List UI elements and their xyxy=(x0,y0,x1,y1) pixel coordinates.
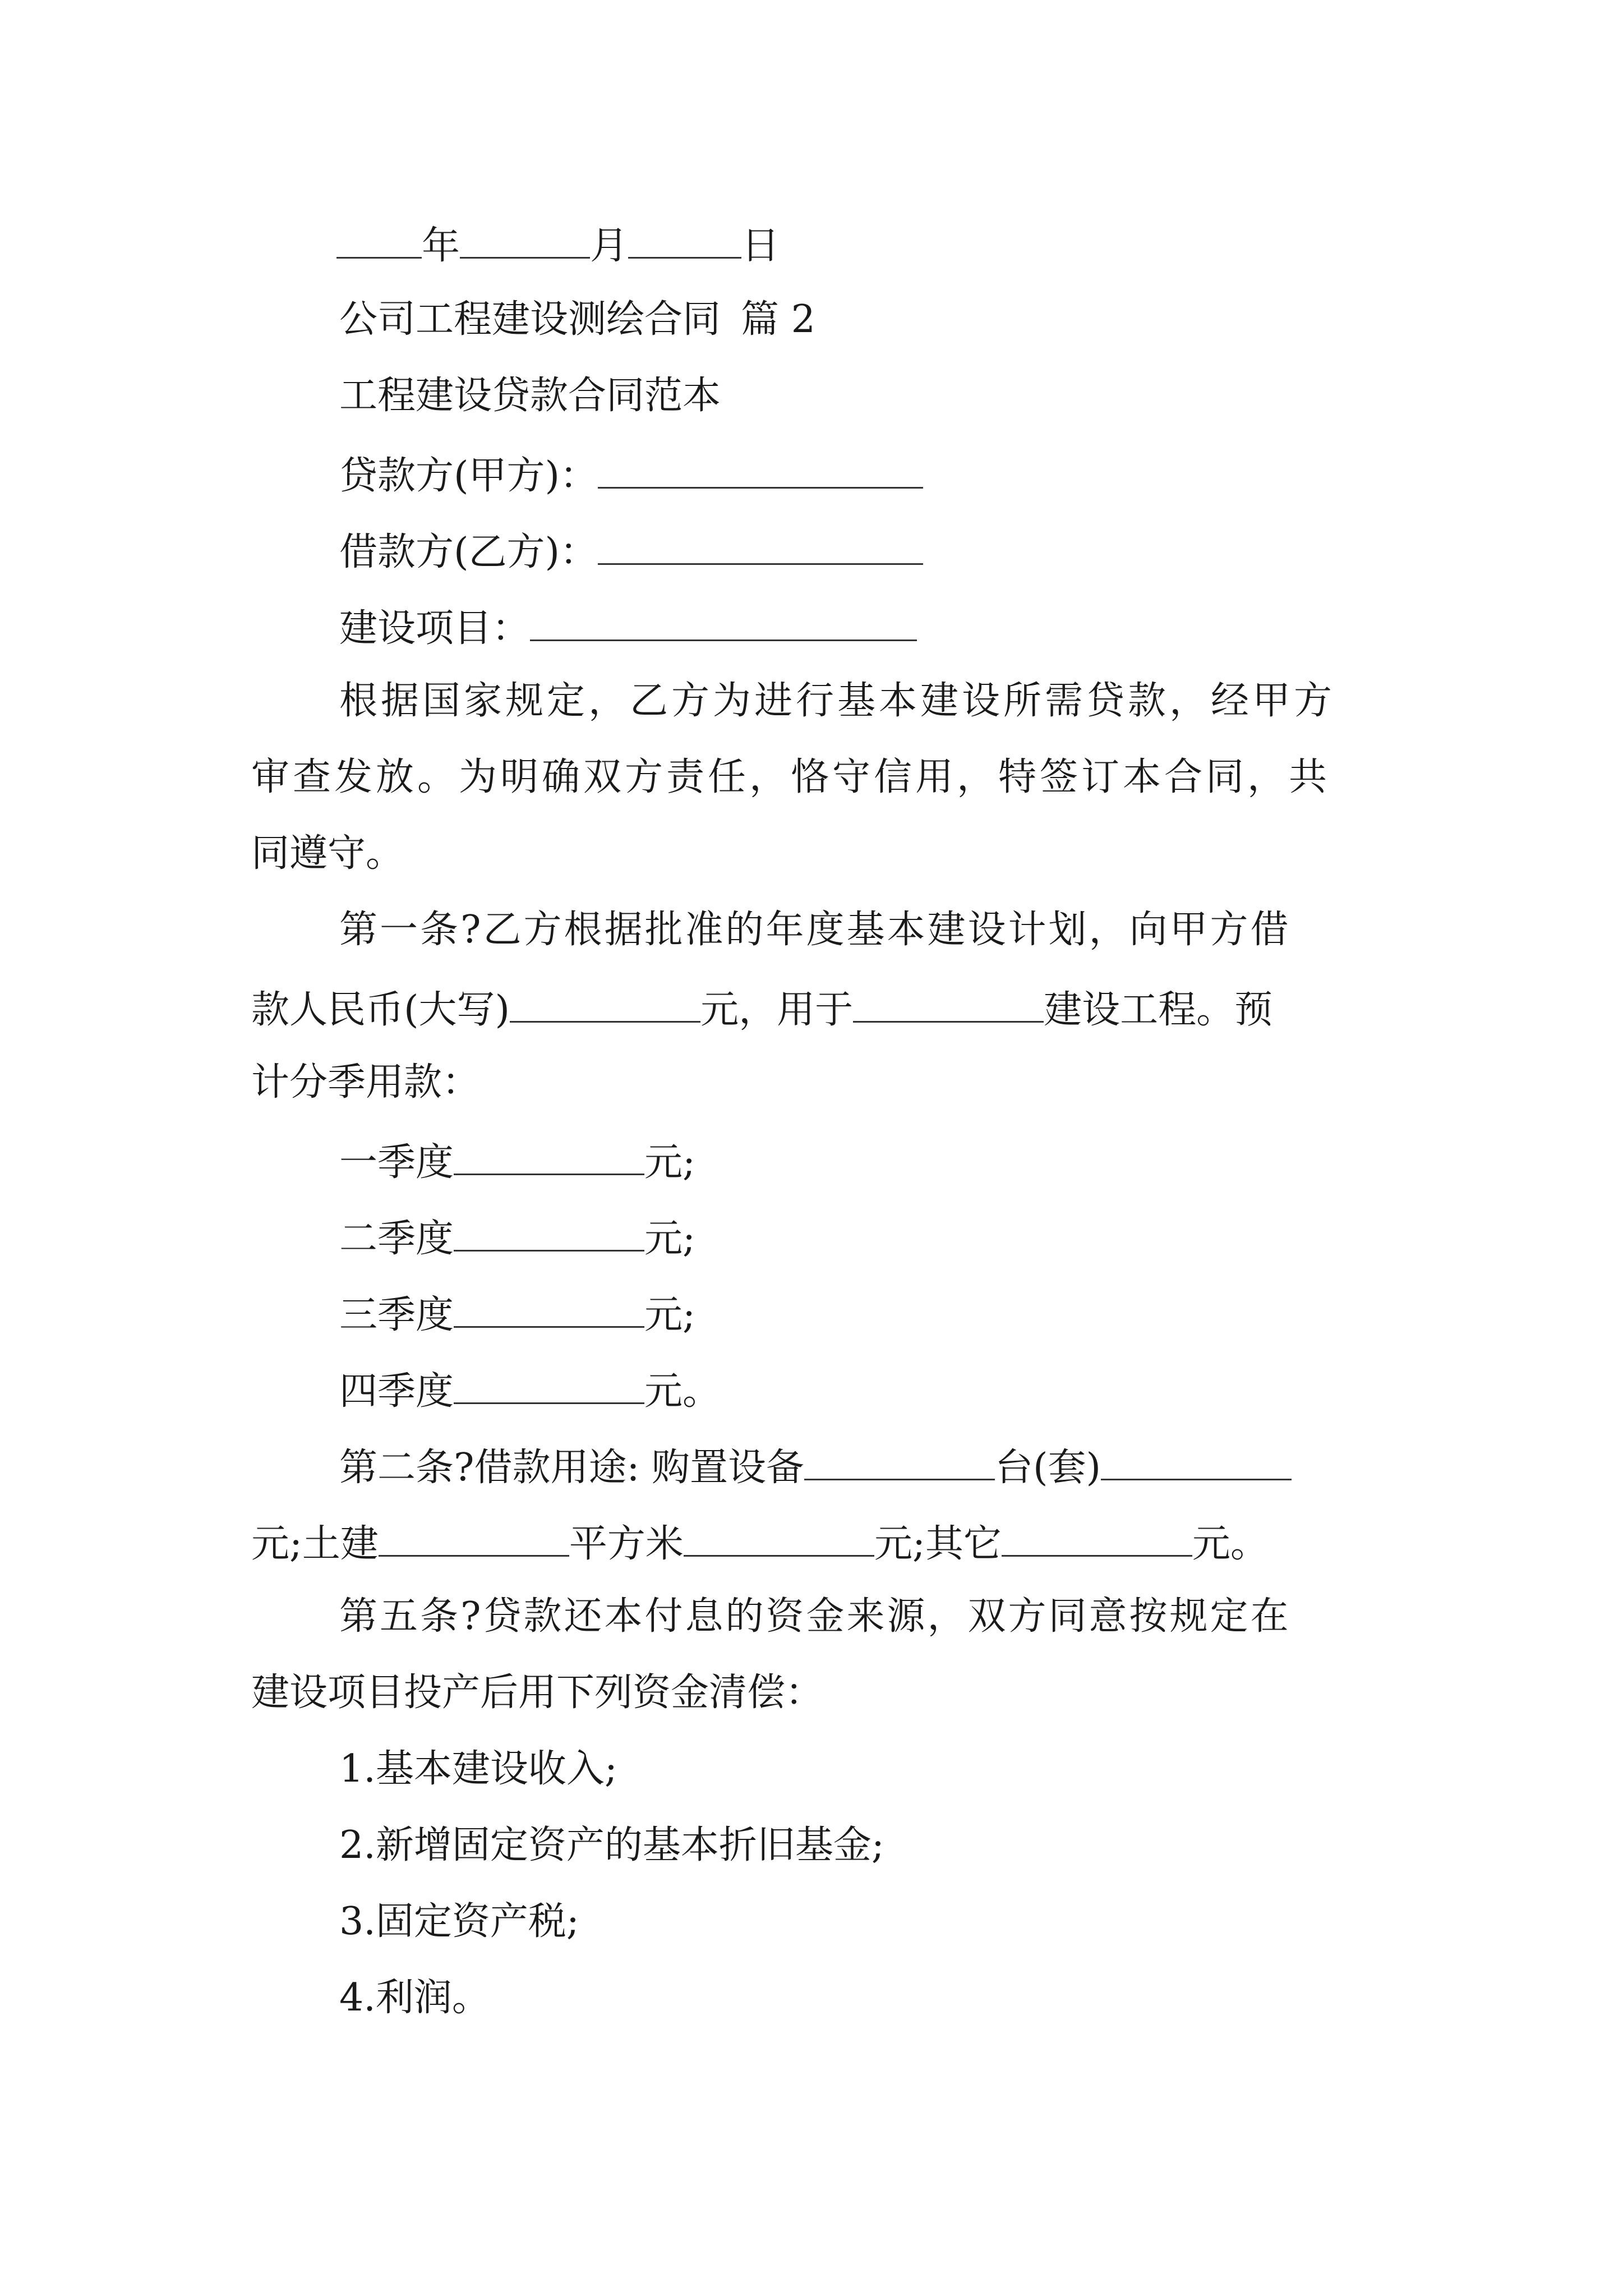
project-line xyxy=(339,606,917,651)
date-line xyxy=(336,223,780,268)
borrower-line xyxy=(339,530,923,572)
heading-number: 篇 2 xyxy=(741,297,815,342)
project-label: 建设项目： xyxy=(339,606,531,651)
article2-purpose-label: 第二条?借款用途: 购置设备 xyxy=(339,1446,804,1490)
borrower-label: 借款方(乙方)： xyxy=(339,530,598,574)
heading-text: 公司工程建设测绘合同 xyxy=(339,297,721,342)
list-item: 3.固定资产税; xyxy=(339,1899,579,1944)
quarter-4-label: 四季度 xyxy=(339,1369,454,1414)
quarter-1-blank xyxy=(454,1140,644,1175)
year-blank xyxy=(336,223,422,259)
quarter-2-blank xyxy=(454,1216,644,1251)
quarter-3-blank xyxy=(454,1292,644,1328)
article1-use-label: 元，用于 xyxy=(700,988,854,1032)
quarter-3-line xyxy=(339,1292,695,1335)
article5-line-1: 第五条?贷款还本付息的资金来源，双方同意按规定在 xyxy=(339,1594,1291,1639)
day-blank xyxy=(628,223,741,259)
quarter-4-blank xyxy=(454,1369,644,1404)
lender-line xyxy=(339,453,923,498)
quarter-4-line xyxy=(339,1369,721,1414)
article5-line-2: 建设项目投产后用下列资金清偿： xyxy=(251,1671,824,1715)
quarter-2-label: 二季度 xyxy=(339,1217,454,1261)
area-amount-blank xyxy=(684,1521,874,1557)
article2-civil-label: 元;土建 xyxy=(251,1522,379,1566)
article1-line-1: 第一条?乙方根据批准的年度基本建设计划，向甲方借 xyxy=(339,908,1291,952)
intro-line-1: 根据国家规定，乙方为进行基本建设所需贷款，经甲方 xyxy=(339,679,1336,723)
article1-tail: 建设工程。预 xyxy=(1044,988,1273,1032)
equipment-blank xyxy=(804,1445,995,1480)
quarter-2-line xyxy=(339,1216,695,1261)
amount-blank xyxy=(510,987,700,1023)
article1-line-3: 计分季用款： xyxy=(251,1060,481,1105)
quarter-1-label: 一季度 xyxy=(339,1140,454,1185)
quarter-2-suffix: 元; xyxy=(644,1217,695,1261)
equipment-amount-blank xyxy=(1101,1445,1292,1480)
borrower-blank xyxy=(598,530,923,565)
article2-line-1 xyxy=(339,1445,1292,1490)
intro-line-3: 同遵守。 xyxy=(251,831,404,876)
quarter-3-suffix: 元; xyxy=(644,1293,695,1337)
article1-amount-label: 款人民币(大写) xyxy=(251,988,510,1032)
article2-other-label: 元;其它 xyxy=(874,1522,1002,1566)
day-label: 日 xyxy=(741,224,780,268)
list-item: 1.基本建设收入; xyxy=(339,1747,617,1791)
month-blank xyxy=(460,223,590,259)
list-item: 2.新增固定资产的基本折旧基金; xyxy=(339,1823,884,1867)
other-blank xyxy=(1002,1521,1192,1557)
quarter-1-line xyxy=(339,1140,695,1185)
article2-line-2 xyxy=(251,1521,1269,1566)
project-use-blank xyxy=(853,987,1044,1023)
subtitle: 工程建设贷款合同范本 xyxy=(339,374,721,418)
section-heading xyxy=(339,297,815,342)
quarter-1-suffix: 元; xyxy=(644,1140,695,1185)
month-label: 月 xyxy=(590,224,629,268)
intro-line-2: 审查发放。为明确双方责任，恪守信用，特签订本合同，共 xyxy=(251,755,1331,799)
project-blank xyxy=(530,606,917,641)
list-item: 4.利润。 xyxy=(339,1976,490,2020)
quarter-4-suffix: 元。 xyxy=(644,1369,721,1414)
lender-blank xyxy=(598,453,923,489)
lender-label: 贷款方(甲方)： xyxy=(339,454,598,498)
quarter-3-label: 三季度 xyxy=(339,1293,454,1337)
year-label: 年 xyxy=(422,224,460,268)
article2-tail: 元。 xyxy=(1192,1522,1269,1566)
article2-area-label: 平方米 xyxy=(569,1522,684,1566)
civil-blank xyxy=(379,1521,569,1557)
article2-unit-label: 台(套) xyxy=(994,1446,1101,1490)
article1-line-2 xyxy=(251,987,1273,1032)
